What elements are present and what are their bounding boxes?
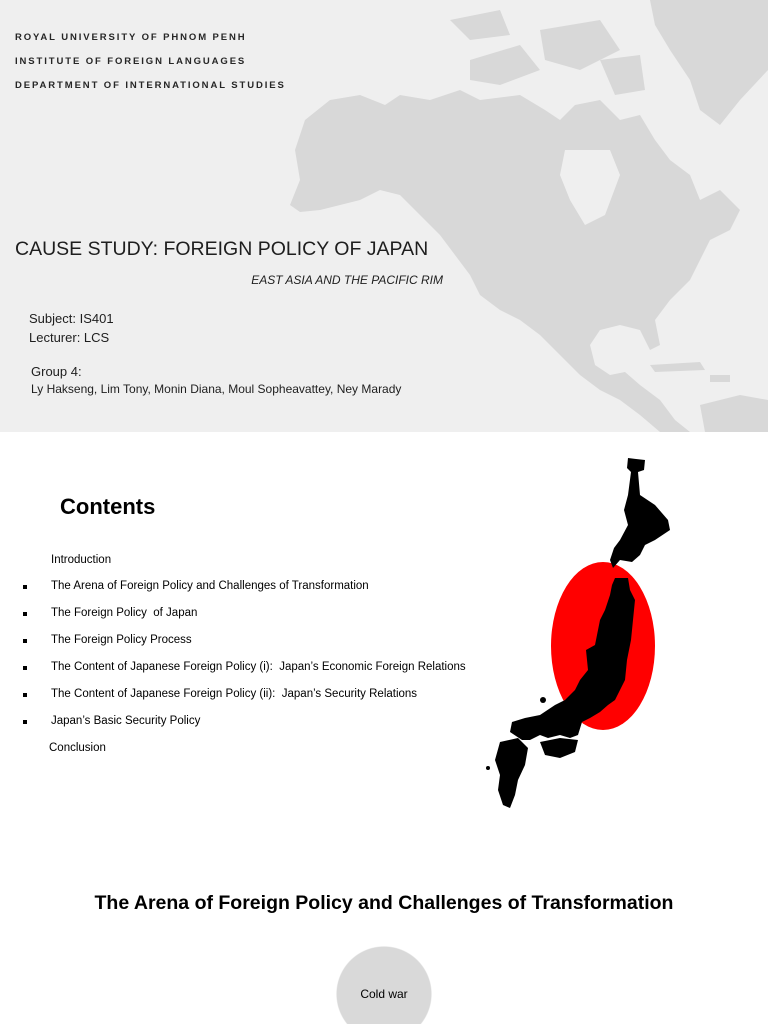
map-arctic-island (600, 55, 645, 95)
contents-item: The Content of Japanese Foreign Policy (ii): Japan’s Security Relations (51, 688, 418, 700)
map-arctic-island (450, 10, 510, 40)
hokkaido-shape (610, 458, 670, 568)
map-caribbean-island (710, 375, 730, 382)
bullet-icon (23, 612, 27, 616)
subject-label: Subject: IS401 (29, 311, 114, 326)
contents-item: The Foreign Policy of Japan (51, 607, 198, 619)
bullet-icon (23, 720, 27, 724)
map-greenland (650, 0, 768, 125)
arena-slide-title: The Arena of Foreign Policy and Challenges of Transformation (94, 892, 674, 914)
kyushu-shape (495, 738, 528, 808)
small-island-shape (540, 697, 546, 703)
presentation-title: CAUSE STUDY: FOREIGN POLICY OF JAPAN (15, 238, 429, 260)
cold-war-circle (336, 946, 432, 1024)
bullet-icon (23, 585, 27, 589)
title-slide (0, 0, 768, 432)
small-island-shape (486, 766, 490, 770)
presentation-subtitle: EAST ASIA AND THE PACIFIC RIM (251, 273, 443, 287)
institute-name: INSTITUTE OF FOREIGN LANGUAGES (15, 56, 247, 67)
contents-item: The Arena of Foreign Policy and Challenges of Transformation (51, 580, 369, 592)
shikoku-shape (540, 738, 578, 758)
japan-map-image (480, 450, 680, 820)
contents-item: Conclusion (49, 742, 106, 754)
contents-item: The Content of Japanese Foreign Policy (i): Japan’s Economic Foreign Relations (51, 661, 466, 673)
map-mainland (290, 90, 740, 432)
bullet-icon (23, 666, 27, 670)
map-arctic-island (470, 45, 540, 85)
group-label: Group 4: (31, 364, 82, 379)
cold-war-label: Cold war (360, 987, 408, 1001)
contents-item: Japan’s Basic Security Policy (51, 715, 201, 727)
map-caribbean-island (650, 362, 705, 372)
department-name: DEPARTMENT OF INTERNATIONAL STUDIES (15, 80, 286, 91)
bullet-icon (23, 639, 27, 643)
contents-item: The Foreign Policy Process (51, 634, 192, 646)
lecturer-label: Lecturer: LCS (29, 330, 110, 345)
university-name: ROYAL UNIVERSITY OF PHNOM PENH (15, 32, 247, 43)
group-members: Ly Hakseng, Lim Tony, Monin Diana, Moul Sopheavattey, Ney Marady (31, 382, 402, 396)
bullet-icon (23, 693, 27, 697)
contents-item: Introduction (51, 554, 112, 566)
map-south-america (700, 395, 768, 432)
contents-heading: Contents (60, 494, 156, 519)
